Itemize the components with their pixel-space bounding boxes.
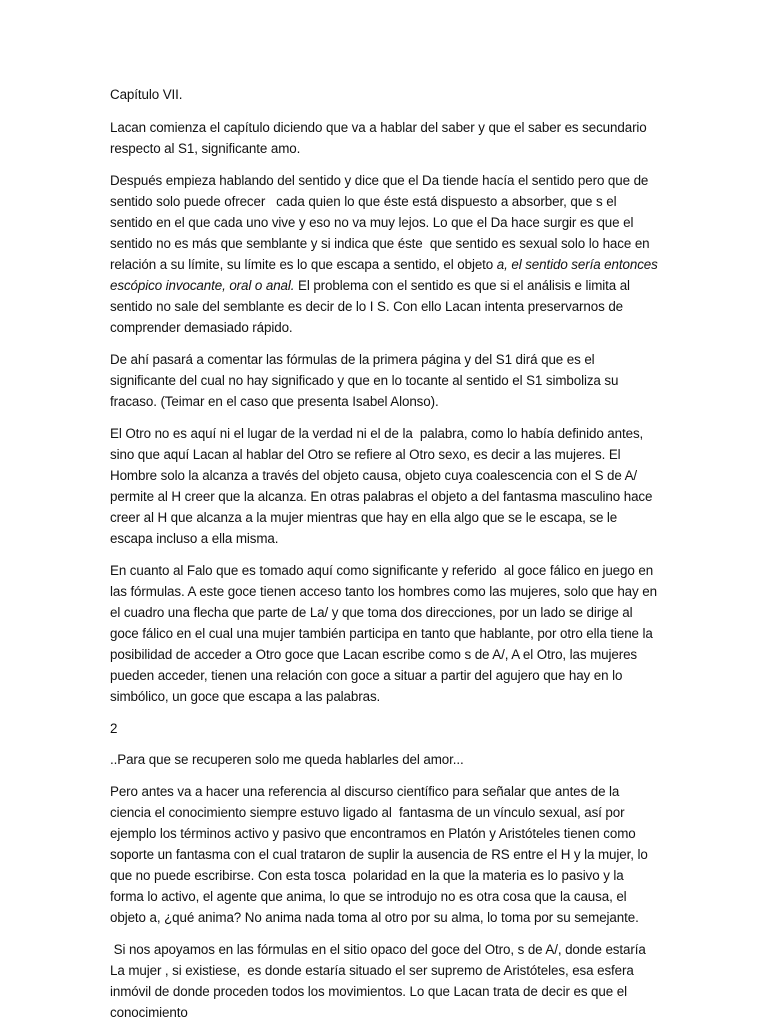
document-body bbox=[110, 84, 660, 1034]
paragraph-7: Pero antes va a hacer una referencia al discurso científico para señalar que antes de la ciencia el conocimiento siempre estuvo ligado al fantasma de un vínculo sexual, así por ejemplo los términos activo y pasivo que encontramos en Platón y Aristóteles tienen como soporte un fantasma con el cual trataron de suplir la ausencia de RS entre el H y la mujer, lo que no puede escribirse. Con esta tosca polaridad en la que la materia es lo pasivo y la forma lo activo, el agente que anima, lo que se introdujo no es otra cosa que la causa, el objeto a, ¿qué anima? No anima nada toma al otro por su alma, lo toma por su semejante. bbox=[110, 784, 652, 925]
paragraph-2-text-a: Después empieza hablando del sentido y dice que el Da tiende hacía el sentido pero que de sentido solo puede ofrecer cada quien lo que éste está dispuesto a absorber, que s el sentido en el que cada uno vive y eso no va muy lejos. Lo que el Da hace surgir es que el sentido no es más que semblante y si indica que éste que sentido es sexual solo lo hace en relación a su límite, su límite es lo que escapa a sentido, el objeto bbox=[110, 173, 654, 272]
paragraph-2-text-b: El problema con el sentido es que si el análisis e limita al sentido no sale del semblante es decir de lo I S. Con ello Lacan intenta preservarnos de comprender demasiado rápido. bbox=[110, 278, 634, 335]
paragraph-8: Si nos apoyamos en las fórmulas en el sitio opaco del goce del Otro, s de A/, donde estaría La mujer , si existiese, es donde estaría situado el ser supremo de Aristóteles, esa esfera inmóvil de donde proceden todos los movimientos. Lo que Lacan trata de decir es que el conocimiento bbox=[110, 942, 650, 1020]
chapter-title: Capítulo VII. bbox=[110, 87, 183, 102]
paragraph-2 bbox=[110, 170, 660, 338]
section-number: 2 bbox=[110, 721, 118, 736]
paragraph-2-italic: a, el sentido sería entonces escópico invocante, oral o anal. bbox=[110, 257, 662, 293]
paragraph-3: De ahí pasará a comentar las fórmulas de la primera página y del S1 dirá que es el significante del cual no hay significado y que en lo tocante al sentido el S1 simboliza su fracaso. (Teimar en el caso que presenta Isabel Alonso). bbox=[110, 352, 622, 409]
paragraph-4: El Otro no es aquí ni el lugar de la verdad ni el de la palabra, como lo había definido antes, sino que aquí Lacan al hablar del Otro se refiere al Otro sexo, es decir a las mujeres. El Hombre solo la alcanza a través del objeto causa, objeto cuya coalescencia con el S de A/ permite al H creer que la alcanza. En otras palabras el objeto a del fantasma masculino hace creer al H que alcanza a la mujer mientras que hay en ella algo que se le escapa, se le escapa incluso a ella misma. bbox=[110, 426, 656, 546]
paragraph-1: Lacan comienza el capítulo diciendo que va a hablar del saber y que el saber es secundario respecto al S1, significante amo. bbox=[110, 120, 651, 156]
paragraph-5: En cuanto al Falo que es tomado aquí como significante y referido al goce fálico en juego en las fórmulas. A este goce tienen acceso tanto los hombres como las mujeres, solo que hay en el cuadro una flecha que parte de La/ y que toma dos direcciones, por un lado se dirige al goce fálico en el cual una mujer también participa en tanto que hablante, por otro ella tiene la posibilidad de acceder a Otro goce que Lacan escribe como s de A/, A el Otro, las mujeres pueden acceder, tienen una relación con goce a situar a partir del agujero que hay en lo simbólico, un goce que escapa a las palabras. bbox=[110, 563, 661, 704]
paragraph-6: ..Para que se recuperen solo me queda hablarles del amor... bbox=[110, 752, 464, 767]
